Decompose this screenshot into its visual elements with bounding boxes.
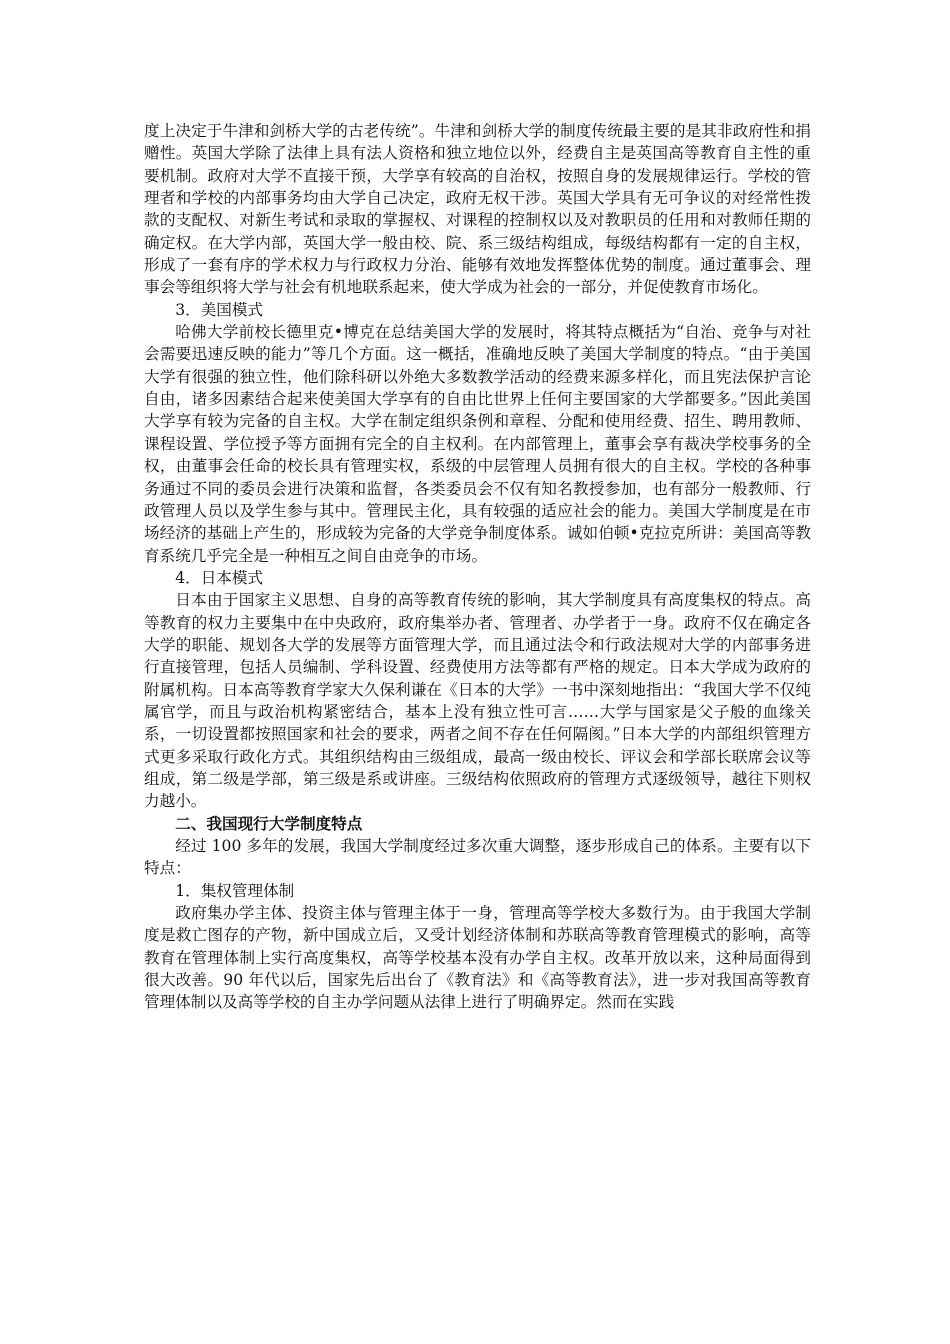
body-paragraph-britain-continued: 度上决定于牛津和剑桥大学的古老传统”。牛津和剑桥大学的制度传统最主要的是其非政府性和捐赠性。英国大学除了法律上具有法人资格和独立地位以外，经费自主是英国高等教育自主性的重要机制。政府对大学不直接干预，大学享有较高的自治权，按照自身的发展规律运行。学校的管理者和学校的内部事务均由大学自己决定，政府无权干涉。英国大学具有无可争议的对经常性拨款的支配权、对新生考试和录取的掌握权、对课程的控制权以及对教职员的任用和对教师任期的确定权。在大学内部，英国大学一般由校、院、系三级结构组成，每级结构都有一定的自主权，形成了一套有序的学术权力与行政权力分治、能够有效地发挥整体优势的制度。通过董事会、理事会等组织将大学与社会有机地联系起来，使大学成为社会的一部分，并促使教育市场化。 xyxy=(144,122,811,297)
section-heading-us-model: 3．美国模式 xyxy=(175,300,264,319)
body-paragraph-us-model: 哈佛大学前校长德里克•博克在总结美国大学的发展时，将其特点概括为“自治、竞争与对社会需要迅速反映的能力”等几个方面。这一概括，准确地反映了美国大学制度的特点。“由于美国大学有很强的独立性，他们除科研以外绝大多数教学活动的经费来源多样化，而且宪法保护言论自由，诸多因素结合起来使美国大学享有的自由比世界上任何主要国家的大学都要多。”因此美国大学享有较为完备的自主权。大学在制定组织条例和章程、分配和使用经费、招生、聘用教师、课程设置、学位授予等方面拥有完全的自主权利。在内部管理上，董事会享有裁决学校事务的全权，由董事会任命的校长具有管理实权，系级的中层管理人员拥有很大的自主权。学校的各种事务通过不同的委员会进行决策和监督，各类委员会不仅有知名教授参加，也有部分一般教师、行政管理人员以及学生参与其中。管理民主化，具有较强的适应社会的能力。美国大学制度是在市场经济的基础上产生的，形成较为完备的大学竞争制度体系。诚如伯顿•克拉克所讲：美国高等教育系统几乎完全是一种相互之间自由竞争的市场。 xyxy=(144,323,811,565)
body-paragraph-japan-model: 日本由于国家主义思想、自身的高等教育传统的影响，其大学制度具有高度集权的特点。高等教育的权力主要集中在中央政府，政府集举办者、管理者、办学者于一身。政府不仅在确定各大学的职能、规划各大学的发展等方面管理大学，而且通过法令和行政法规对大学的内部事务进行直接管理，包括人员编制、学科设置、经费使用方法等都有严格的规定。日本大学成为政府的附属机构。日本高等教育学家大久保利谦在《日本的大学》一书中深刻地指出：“我国大学不仅纯属官学，而且与政治机构紧密结合，基本上没有独立性可言……大学与国家是父子般的血缘关系，一切设置都按照国家和社会的要求，两者之间不存在任何隔阂。”日本大学的内部组织管理方式更多采取行政化方式。其组织结构由三级组成，最高一级由校长、评议会和学部长联席会议等组成，第二级是学部，第三级是系或讲座。三级结构依照政府的管理方式逐级领导，越往下则权力越小。 xyxy=(144,591,811,811)
body-paragraph-centralized-management: 政府集办学主体、投资主体与管理主体于一身，管理高等学校大多数行为。由于我国大学制度是救亡图存的产物，新中国成立后，又受计划经济体制和苏联高等教育管理模式的影响，高等教育在管理体制上实行高度集权，高等学校基本没有办学自主权。改革开放以来，这种局面得到很大改善。90 年代以后，国家先后出台了《教育法》和《高等教育法》，进一步对我国高等教育管理体制以及高等学校的自主办学问题从法律上进行了明确界定。然而在实践 xyxy=(144,904,811,1012)
body-paragraph-china-intro: 经过 100 多年的发展，我国大学制度经过多次重大调整，逐步形成自己的体系。主要有以下特点： xyxy=(144,837,811,878)
section-heading-centralized-management: 1．集权管理体制 xyxy=(175,881,295,900)
document-body xyxy=(144,120,811,1014)
section-heading-japan-model: 4．日本模式 xyxy=(175,568,264,587)
chapter-heading-china-features: 二、我国现行大学制度特点 xyxy=(175,813,363,833)
